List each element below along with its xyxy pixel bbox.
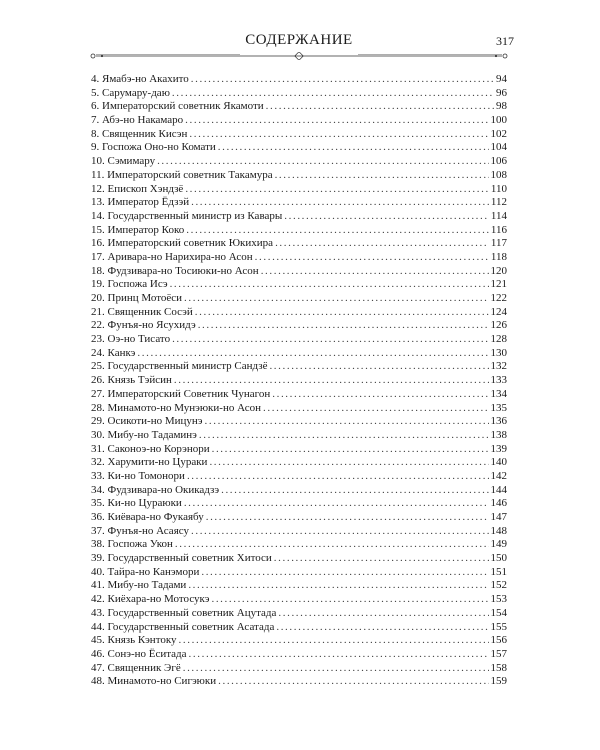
toc-leader-dots bbox=[211, 593, 488, 607]
toc-leader-dots bbox=[174, 374, 489, 388]
toc-entry bbox=[91, 306, 507, 320]
toc-leader-dots bbox=[269, 360, 488, 374]
toc-entry bbox=[91, 141, 507, 155]
toc-entry-page: 144 bbox=[490, 483, 507, 496]
toc-entry-title: 33. Ки-но Томонори bbox=[91, 469, 185, 482]
toc-entry bbox=[91, 470, 507, 484]
toc-entry-page: 132 bbox=[490, 360, 507, 373]
toc-entry-page: 116 bbox=[490, 223, 507, 236]
toc-entry-title: 16. Императорский советник Юкихира bbox=[91, 237, 274, 250]
toc-leader-dots bbox=[278, 607, 488, 621]
toc-entry bbox=[91, 402, 507, 416]
toc-leader-dots bbox=[218, 675, 488, 689]
toc-entry-page: 94 bbox=[496, 73, 507, 85]
toc-entry-page: 158 bbox=[490, 661, 507, 674]
toc-entry-title: 14. Государственный министр из Кавары bbox=[91, 209, 283, 222]
toc-entry bbox=[91, 497, 507, 511]
toc-entry bbox=[91, 183, 507, 197]
toc-entry-page: 110 bbox=[490, 182, 507, 195]
toc-entry bbox=[91, 675, 507, 689]
toc-entry-page: 138 bbox=[490, 428, 507, 441]
toc-entry-title: 25. Государственный министр Сандзё bbox=[91, 360, 268, 373]
toc-entry-page: 102 bbox=[490, 127, 507, 140]
toc-leader-dots bbox=[189, 648, 489, 662]
running-header bbox=[90, 28, 514, 54]
toc-leader-dots bbox=[195, 306, 489, 320]
toc-entry-page: 155 bbox=[490, 620, 507, 633]
toc-entry-page: 98 bbox=[496, 100, 507, 113]
toc-entry bbox=[91, 128, 507, 142]
toc-leader-dots bbox=[263, 402, 488, 416]
toc-entry bbox=[91, 511, 507, 525]
toc-entry-title: 26. Князь Тэйсин bbox=[91, 374, 172, 387]
toc-leader-dots bbox=[175, 538, 489, 552]
toc-entry bbox=[91, 169, 507, 183]
toc-leader-dots bbox=[179, 634, 489, 648]
toc-entry-page: 100 bbox=[490, 114, 507, 127]
toc-entry bbox=[91, 593, 507, 607]
toc-entry-title: 45. Князь Кэнтоку bbox=[91, 634, 177, 647]
toc-entry-title: 7. Абэ-но Накамаро bbox=[91, 114, 184, 127]
toc-leader-dots bbox=[276, 621, 488, 635]
toc-entry-page: 104 bbox=[490, 141, 507, 154]
toc-entry bbox=[91, 265, 507, 279]
toc-entry-page: 134 bbox=[490, 387, 507, 400]
toc-leader-dots bbox=[205, 415, 489, 429]
toc-entry bbox=[91, 347, 507, 361]
toc-entry-title: 44. Государственный советник Асатада bbox=[91, 620, 275, 633]
toc-entry-page: 159 bbox=[490, 675, 507, 688]
toc-entry-title: 24. Канкэ bbox=[91, 346, 136, 359]
toc-entry bbox=[91, 224, 507, 238]
toc-leader-dots bbox=[255, 251, 489, 265]
toc-entry bbox=[91, 634, 507, 648]
toc-entry-title: 29. Осикоти-но Мицунэ bbox=[91, 415, 203, 428]
toc-leader-dots bbox=[199, 429, 489, 443]
toc-entry-page: 135 bbox=[490, 401, 507, 414]
toc-entry-title: 15. Император Коко bbox=[91, 223, 185, 236]
toc-entry-page: 121 bbox=[490, 278, 507, 291]
toc-entry bbox=[91, 456, 507, 470]
toc-entry-title: 36. Киёвара-но Фукаябу bbox=[91, 511, 204, 523]
toc-entry-page: 156 bbox=[490, 634, 507, 647]
toc-entry-title: 28. Минамото-но Мунэюки-но Асон bbox=[91, 401, 262, 414]
toc-entry-title: 31. Саконоэ-но Корэнори bbox=[91, 442, 210, 455]
toc-entry-title: 37. Фунъя-но Асаясу bbox=[91, 524, 189, 537]
toc-entry-page: 139 bbox=[490, 442, 507, 455]
toc-entry bbox=[91, 443, 507, 457]
toc-entry-page: 140 bbox=[490, 456, 507, 469]
toc-leader-dots bbox=[184, 497, 489, 511]
toc-entry-title: 17. Аривара-но Нарихира-но Асон bbox=[91, 250, 253, 263]
toc-leader-dots bbox=[191, 73, 494, 87]
toc-leader-dots bbox=[206, 511, 489, 525]
toc-entry-page: 154 bbox=[490, 606, 507, 619]
table-of-contents bbox=[91, 73, 507, 689]
toc-entry-title: 13. Император Ёдзэй bbox=[91, 196, 190, 209]
toc-leader-dots bbox=[275, 169, 489, 183]
toc-entry bbox=[91, 607, 507, 621]
toc-entry-page: 149 bbox=[490, 538, 507, 551]
toc-entry-title: 21. Священник Сосэй bbox=[91, 305, 193, 318]
toc-entry-title: 19. Госпожа Исэ bbox=[91, 278, 168, 291]
toc-leader-dots bbox=[137, 347, 488, 361]
toc-leader-dots bbox=[185, 183, 489, 197]
toc-entry-page: 150 bbox=[490, 552, 507, 565]
toc-entry bbox=[91, 360, 507, 374]
toc-leader-dots bbox=[209, 456, 488, 470]
toc-leader-dots bbox=[172, 87, 494, 101]
toc-entry bbox=[91, 579, 507, 593]
toc-entry-title: 4. Ямабэ-но Акахито bbox=[91, 73, 189, 85]
toc-leader-dots bbox=[266, 100, 494, 114]
toc-leader-dots bbox=[274, 552, 489, 566]
toc-entry-page: 151 bbox=[490, 565, 507, 578]
toc-leader-dots bbox=[189, 128, 488, 142]
toc-entry bbox=[91, 566, 507, 580]
toc-entry-title: 42. Киёхара-но Мотосукэ bbox=[91, 593, 210, 606]
toc-entry-page: 106 bbox=[490, 155, 507, 168]
toc-leader-dots bbox=[198, 319, 489, 333]
toc-leader-dots bbox=[172, 333, 488, 347]
toc-entry bbox=[91, 388, 507, 402]
toc-leader-dots bbox=[272, 388, 488, 402]
toc-entry-page: 136 bbox=[490, 415, 507, 428]
toc-leader-dots bbox=[212, 443, 489, 457]
toc-leader-dots bbox=[188, 579, 488, 593]
toc-entry-page: 96 bbox=[496, 86, 507, 99]
toc-leader-dots bbox=[261, 265, 489, 279]
toc-entry-page: 120 bbox=[490, 264, 507, 277]
toc-entry bbox=[91, 278, 507, 292]
toc-entry-title: 27. Императорский Советник Чунагон bbox=[91, 387, 271, 400]
toc-entry bbox=[91, 374, 507, 388]
toc-leader-dots bbox=[284, 210, 489, 224]
toc-entry-page: 126 bbox=[490, 319, 507, 332]
toc-leader-dots bbox=[183, 662, 489, 676]
toc-leader-dots bbox=[170, 278, 489, 292]
toc-leader-dots bbox=[185, 114, 488, 128]
toc-entry-title: 32. Харумити-но Цураки bbox=[91, 456, 208, 469]
toc-entry-title: 8. Священник Кисэн bbox=[91, 127, 188, 140]
toc-entry-page: 147 bbox=[490, 511, 507, 523]
toc-entry-page: 108 bbox=[490, 168, 507, 181]
toc-entry bbox=[91, 538, 507, 552]
toc-entry-title: 48. Минамото-но Сигэюки bbox=[91, 675, 217, 688]
toc-entry-title: 10. Сэмимару bbox=[91, 155, 156, 168]
toc-entry bbox=[91, 415, 507, 429]
toc-entry-title: 38. Госпожа Укон bbox=[91, 538, 173, 551]
toc-entry-title: 5. Сарумару-даю bbox=[91, 86, 170, 99]
toc-entry-page: 142 bbox=[490, 469, 507, 482]
toc-entry-page: 152 bbox=[490, 579, 507, 592]
page-number: 317 bbox=[496, 34, 514, 48]
toc-leader-dots bbox=[184, 292, 488, 306]
toc-entry-page: 128 bbox=[490, 333, 507, 346]
toc-entry-title: 46. Сонэ-но Ёситада bbox=[91, 647, 187, 660]
toc-entry-page: 157 bbox=[490, 647, 507, 660]
toc-entry-page: 124 bbox=[490, 305, 507, 318]
toc-entry-title: 35. Ки-но Цураюки bbox=[91, 497, 182, 510]
page-title: СОДЕРЖАНИЕ bbox=[245, 32, 353, 48]
toc-leader-dots bbox=[221, 484, 488, 498]
toc-entry bbox=[91, 662, 507, 676]
toc-entry bbox=[91, 73, 507, 87]
toc-leader-dots bbox=[191, 525, 489, 539]
toc-entry-title: 22. Фунъя-но Ясухидэ bbox=[91, 319, 196, 332]
toc-entry bbox=[91, 196, 507, 210]
toc-entry-page: 153 bbox=[490, 593, 507, 606]
toc-entry-page: 148 bbox=[490, 524, 507, 537]
toc-entry bbox=[91, 87, 507, 101]
toc-entry bbox=[91, 333, 507, 347]
toc-entry-page: 117 bbox=[490, 237, 507, 250]
toc-entry-title: 41. Мибу-но Тадами bbox=[91, 579, 187, 592]
toc-leader-dots bbox=[157, 155, 488, 169]
toc-entry-title: 34. Фудзивара-но Окикадзэ bbox=[91, 483, 220, 496]
toc-entry bbox=[91, 210, 507, 224]
toc-entry bbox=[91, 237, 507, 251]
toc-entry-title: 11. Императорский советник Такамура bbox=[91, 168, 273, 181]
toc-entry bbox=[91, 484, 507, 498]
toc-entry bbox=[91, 114, 507, 128]
toc-entry-title: 9. Госпожа Оно-но Комати bbox=[91, 141, 216, 154]
toc-leader-dots bbox=[275, 237, 489, 251]
toc-entry bbox=[91, 648, 507, 662]
toc-entry-page: 114 bbox=[490, 209, 507, 222]
toc-entry-title: 47. Священник Эгё bbox=[91, 661, 181, 674]
toc-leader-dots bbox=[186, 224, 489, 238]
toc-entry-title: 6. Императорский советник Якамоти bbox=[91, 100, 264, 113]
toc-entry-title: 39. Государственный советник Хитоси bbox=[91, 552, 272, 565]
toc-entry-page: 133 bbox=[490, 374, 507, 387]
toc-entry-page: 122 bbox=[490, 292, 507, 304]
toc-entry bbox=[91, 552, 507, 566]
toc-entry-title: 23. Оэ-но Тисато bbox=[91, 333, 171, 346]
toc-entry-title: 18. Фудзивара-но Тосиюки-но Асон bbox=[91, 264, 259, 277]
toc-entry-page: 112 bbox=[490, 196, 507, 209]
toc-entry-title: 30. Мибу-но Тадаминэ bbox=[91, 428, 197, 441]
toc-entry-title: 20. Принц Мотоёси bbox=[91, 292, 183, 304]
ornamental-rule bbox=[90, 52, 508, 60]
toc-entry bbox=[91, 621, 507, 635]
toc-entry-page: 146 bbox=[490, 497, 507, 510]
toc-leader-dots bbox=[191, 196, 489, 210]
toc-entry bbox=[91, 251, 507, 265]
toc-entry bbox=[91, 100, 507, 114]
toc-entry-title: 40. Тайра-но Канэмори bbox=[91, 565, 200, 578]
toc-entry bbox=[91, 155, 507, 169]
toc-entry-title: 43. Государственный советник Ацутада bbox=[91, 606, 277, 619]
toc-entry-page: 130 bbox=[490, 346, 507, 359]
toc-entry bbox=[91, 525, 507, 539]
toc-entry bbox=[91, 429, 507, 443]
toc-leader-dots bbox=[187, 470, 489, 484]
toc-entry-title: 12. Епископ Хэндзё bbox=[91, 182, 184, 195]
toc-entry bbox=[91, 292, 507, 306]
toc-leader-dots bbox=[201, 566, 488, 580]
toc-entry bbox=[91, 319, 507, 333]
toc-entry-page: 118 bbox=[490, 250, 507, 263]
toc-leader-dots bbox=[218, 141, 489, 155]
